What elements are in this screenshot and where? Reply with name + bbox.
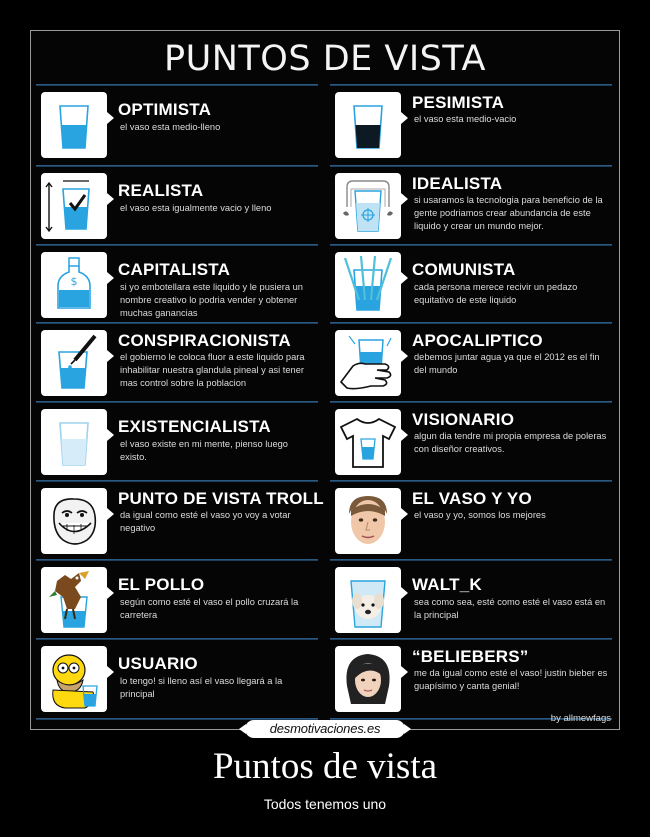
entry-description: cada persona merece recivir un pedazo equitativo de este liquido bbox=[414, 282, 578, 305]
separator bbox=[330, 559, 612, 561]
entry-name: CAPITALISTA bbox=[118, 260, 231, 279]
singer-face-icon bbox=[335, 646, 401, 712]
entry-troll bbox=[36, 483, 324, 561]
separator bbox=[330, 480, 612, 482]
troll-face-icon bbox=[41, 488, 107, 554]
entry-name: REALISTA bbox=[118, 181, 204, 200]
site-logo[interactable]: desmotivaciones.es bbox=[245, 720, 405, 738]
entry-description: el vaso y yo, somos los mejores bbox=[414, 510, 546, 520]
glass-outline-icon bbox=[41, 409, 107, 475]
separator bbox=[330, 322, 612, 324]
pointer-arrow bbox=[107, 193, 114, 205]
glass-measured-checkmark-icon bbox=[41, 173, 107, 239]
pointer-arrow bbox=[401, 508, 408, 520]
entry-description: según como esté el vaso el pollo cruzará la carretera bbox=[120, 597, 299, 620]
poster-title: PUNTOS DE VISTA bbox=[164, 39, 486, 79]
pointer-arrow bbox=[107, 666, 114, 678]
glass-dropper-icon bbox=[41, 330, 107, 396]
glass-tech-icon bbox=[335, 173, 401, 239]
glass-half-empty-icon bbox=[335, 92, 401, 158]
entry-description: el vaso esta igualmente vacio y lleno bbox=[120, 203, 272, 213]
separator bbox=[36, 322, 318, 324]
entry-description: si yo embotellara este liquido y le pusiera un nombre creativo lo podria vender y obtener muchas ganancias bbox=[120, 282, 303, 318]
person-face-icon bbox=[335, 488, 401, 554]
entry-description: el gobierno le coloca fluor a este liquido para inhabilitar nuestra glandula pineal y asi tener mas control sobre la poblacion bbox=[120, 352, 305, 388]
separator bbox=[330, 84, 612, 86]
separator bbox=[36, 401, 318, 403]
separator bbox=[36, 165, 318, 167]
caption-title: Puntos de vista bbox=[212, 746, 438, 787]
entry-capitalista bbox=[36, 247, 318, 325]
entry-name: EXISTENCIALISTA bbox=[118, 417, 271, 436]
entry-name: WALT_K bbox=[412, 575, 482, 594]
dog-icon bbox=[335, 567, 401, 633]
chicken-icon bbox=[41, 567, 107, 633]
pointer-arrow bbox=[107, 429, 114, 441]
entry-name: OPTIMISTA bbox=[118, 100, 212, 119]
separator bbox=[330, 165, 612, 167]
pointer-arrow bbox=[401, 272, 408, 284]
separator bbox=[36, 559, 318, 561]
entry-name: VISIONARIO bbox=[412, 410, 515, 429]
entry-walt-k bbox=[330, 562, 612, 640]
pointer-arrow bbox=[401, 193, 408, 205]
entry-description: lo tengo! si lleno así el vaso llegará a la principal bbox=[120, 676, 283, 699]
pointer-arrow bbox=[401, 350, 408, 362]
entry-name: “BELIEBERS” bbox=[412, 647, 529, 666]
entry-apocaliptico bbox=[330, 325, 612, 403]
entry-visionario bbox=[330, 404, 612, 482]
entry-name: EL VASO Y YO bbox=[412, 489, 532, 508]
entry-description: da igual como esté el vaso yo voy a votar negativo bbox=[120, 510, 291, 533]
entry-pesimista bbox=[330, 87, 612, 165]
entry-name: USUARIO bbox=[118, 654, 198, 673]
pointer-arrow bbox=[401, 666, 408, 678]
pointer-arrow bbox=[401, 429, 408, 441]
bottle-dollar-icon bbox=[41, 252, 107, 318]
poster bbox=[30, 30, 620, 730]
pointer-arrow bbox=[107, 112, 114, 124]
tshirt-icon bbox=[335, 409, 401, 475]
pointer-arrow bbox=[401, 587, 408, 599]
svg-text:$: $ bbox=[70, 275, 78, 288]
entry-comunista bbox=[330, 247, 612, 325]
separator bbox=[36, 480, 318, 482]
entry-el-vaso-y-yo bbox=[330, 483, 612, 561]
entry-description: el vaso esta medio-lleno bbox=[120, 122, 221, 132]
separator bbox=[330, 401, 612, 403]
entry-idealista bbox=[330, 168, 612, 246]
entry-conspiracionista bbox=[36, 325, 318, 403]
entry-name: APOCALIPTICO bbox=[412, 331, 543, 350]
separator bbox=[330, 244, 612, 246]
pointer-arrow bbox=[401, 112, 408, 124]
entry-description: el vaso esta medio-vacio bbox=[414, 114, 517, 124]
glass-straws-icon bbox=[335, 252, 401, 318]
glass-half-full-icon bbox=[41, 92, 107, 158]
entry-el-pollo bbox=[36, 562, 318, 640]
separator bbox=[36, 244, 318, 246]
caption-subtitle: Todos tenemos uno bbox=[263, 796, 387, 812]
entry-name: EL POLLO bbox=[118, 575, 205, 594]
entry-optimista bbox=[36, 87, 318, 165]
entry-description: sea como sea, esté como esté el vaso está en la principal bbox=[414, 597, 606, 620]
entry-description: si usaramos la tecnologia para beneficio de la gente podriamos crear abundancia de este liquido y crear un mundo mejor. bbox=[414, 195, 603, 231]
entry-description: el vaso existe en mi mente, pienso luego existo. bbox=[120, 439, 288, 462]
separator bbox=[330, 638, 612, 640]
entry-description: me da igual como esté el vaso! justin bieber es guapísimo y canta genial! bbox=[414, 668, 608, 691]
entry-name: CONSPIRACIONISTA bbox=[118, 331, 291, 350]
credit-text: by allmewfags bbox=[550, 713, 611, 724]
entry-realista bbox=[36, 168, 318, 246]
cartoon-character-icon bbox=[41, 646, 107, 712]
entry-usuario bbox=[36, 641, 318, 719]
entry-name: COMUNISTA bbox=[412, 260, 516, 279]
entry-description: debemos juntar agua ya que el 2012 es el fin del mundo bbox=[414, 352, 600, 375]
entry-name: IDEALISTA bbox=[412, 174, 503, 193]
entry-description: algun dia tendre mi propia empresa de poleras con diseñor creativos. bbox=[414, 431, 607, 454]
pointer-arrow bbox=[107, 350, 114, 362]
pointer-arrow bbox=[107, 508, 114, 520]
pointer-arrow bbox=[107, 587, 114, 599]
entry-name: PESIMISTA bbox=[412, 93, 505, 112]
separator bbox=[36, 638, 318, 640]
entry-beliebers bbox=[330, 641, 612, 719]
hand-holding-glass-icon bbox=[335, 330, 401, 396]
pointer-arrow bbox=[107, 272, 114, 284]
entry-existencialista bbox=[36, 404, 318, 482]
entry-name: PUNTO DE VISTA TROLL bbox=[118, 489, 324, 508]
separator bbox=[36, 84, 318, 86]
